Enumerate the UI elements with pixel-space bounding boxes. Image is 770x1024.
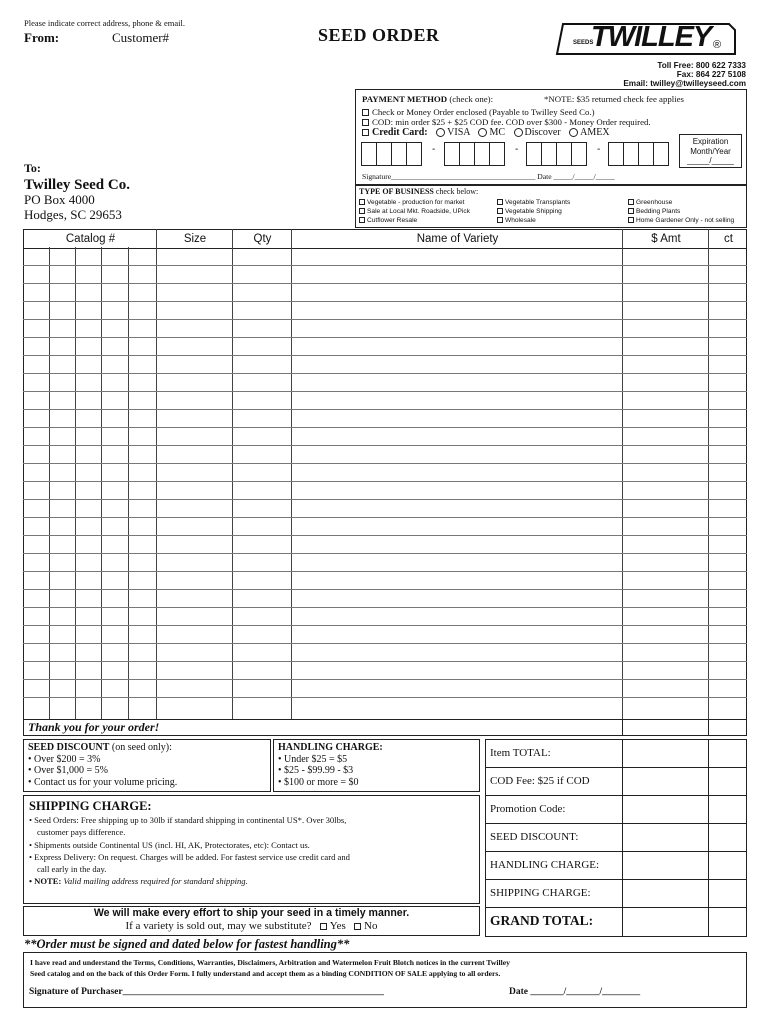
- to-label: To:: [24, 161, 41, 175]
- variety-name-header: Name of Variety: [416, 233, 499, 245]
- qty-header: Qty: [253, 233, 272, 245]
- card-digit-box[interactable]: [489, 142, 505, 166]
- form-title: SEED ORDER: [318, 25, 440, 45]
- fax-number: Fax: 864 227 5108: [676, 70, 746, 79]
- toll-free-number: Toll Free: 800 622 7333: [657, 61, 746, 70]
- shipping-charge-summary-label: SHIPPING CHARGE:: [490, 887, 591, 899]
- check-money-order-checkbox[interactable]: [362, 109, 369, 116]
- business-checkbox[interactable]: [359, 217, 365, 223]
- payment-option-credit-card[interactable]: [362, 127, 610, 138]
- purchaser-date-line[interactable]: Date _______/_______/________: [509, 987, 641, 997]
- seed-discount-heading: SEED DISCOUNT: [28, 742, 110, 753]
- expiration-label: Expiration: [692, 137, 729, 146]
- cod-label: COD: min order $25 + $25 COD fee. COD over $300 - Money Order required.: [372, 117, 651, 127]
- business-option-label: Vegetable - production for market: [367, 199, 465, 206]
- company-address-line2: Hodges, SC 29653: [24, 207, 122, 222]
- discover-radio[interactable]: [514, 128, 523, 137]
- purchaser-signature-line[interactable]: Signature of Purchaser_______________________________________________________: [29, 987, 384, 997]
- seed-discount-line: • Contact us for your volume pricing.: [28, 776, 178, 788]
- business-option-label: Sale at Local Mkt. Roadside, UPick: [367, 208, 470, 215]
- month-year-label: Month/Year: [690, 146, 731, 156]
- business-option-label: Bedding Plants: [636, 208, 681, 215]
- card-digit-box[interactable]: [361, 142, 377, 166]
- shipping-charge-box: [23, 795, 480, 904]
- seed-discount-heading-row: [28, 742, 266, 754]
- substitution-row: [23, 920, 480, 932]
- business-option[interactable]: [497, 198, 570, 207]
- logo-small-text: SEEDS: [573, 40, 594, 46]
- shipping-line: customer pays difference.: [37, 827, 126, 838]
- card-dash: -: [515, 144, 519, 155]
- mc-label: MC: [489, 127, 505, 138]
- business-checkbox[interactable]: [359, 199, 365, 205]
- address-instruction: Please indicate correct address, phone & email.: [24, 18, 185, 28]
- business-type-heading-note: check below:: [435, 187, 479, 196]
- card-digit-box[interactable]: [571, 142, 587, 166]
- timely-shipping-note: We will make every effort to ship your seed in a timely manner.: [93, 907, 410, 919]
- handling-charge-summary-label: HANDLING CHARGE:: [490, 859, 600, 871]
- email-address: Email: twilley@twilleyseed.com: [623, 79, 746, 88]
- substitution-question: If a variety is sold out, may we substitute?: [125, 920, 312, 932]
- logo-wordmark: TWILLEY: [591, 21, 712, 53]
- business-option[interactable]: [359, 216, 470, 225]
- returned-check-note: *NOTE: $35 returned check fee applies: [544, 94, 684, 104]
- thank-you-row-dividers: [622, 719, 623, 736]
- shipping-line: • Express Delivery: On request. Charges will be added. For fastest service use credit card and: [29, 851, 350, 862]
- business-checkbox[interactable]: [497, 199, 503, 205]
- handling-charge-line: • Under $25 = $5: [278, 753, 348, 765]
- card-digit-box[interactable]: [459, 142, 475, 166]
- card-number-group-2[interactable]: [444, 142, 504, 166]
- card-digit-box[interactable]: [638, 142, 654, 166]
- cod-fee-label: COD Fee: $25 if COD: [490, 775, 590, 787]
- size-header: Size: [183, 233, 207, 245]
- contact-block: [623, 61, 746, 88]
- payment-option-cod[interactable]: [362, 117, 651, 127]
- business-checkbox[interactable]: [497, 208, 503, 214]
- visa-radio[interactable]: [436, 128, 445, 137]
- expiration-blank: _____/_____: [687, 156, 734, 165]
- shipping-note-text: Valid mailing address required for standard shipping.: [63, 876, 248, 887]
- shipping-charge-heading: SHIPPING CHARGE:: [29, 799, 152, 813]
- substitute-yes-checkbox[interactable]: [320, 923, 327, 930]
- business-checkbox[interactable]: [497, 217, 503, 223]
- business-option-label: Vegetable Transplants: [505, 199, 571, 206]
- business-option-label: Cutflower Resale: [367, 217, 418, 224]
- cod-checkbox[interactable]: [362, 119, 369, 126]
- business-option-label: Vegetable Shipping: [505, 208, 562, 215]
- amex-label: AMEX: [580, 127, 610, 138]
- credit-card-label: Credit Card:: [372, 127, 428, 138]
- business-option-label: Greenhouse: [636, 199, 673, 206]
- company-name: Twilley Seed Co.: [24, 177, 130, 193]
- substitute-no-checkbox[interactable]: [354, 923, 361, 930]
- shipping-line: call early in the day.: [37, 864, 107, 875]
- business-col2: [497, 198, 570, 225]
- business-col3: [628, 198, 734, 225]
- seed-discount-heading-note: (on seed only):: [111, 742, 172, 753]
- grand-total-label: GRAND TOTAL:: [490, 913, 594, 928]
- card-digit-box[interactable]: [406, 142, 422, 166]
- seed-discount-summary-label: SEED DISCOUNT:: [490, 831, 579, 843]
- card-digit-box[interactable]: [444, 142, 460, 166]
- card-number-group-3[interactable]: [526, 142, 586, 166]
- business-option[interactable]: [497, 207, 570, 216]
- card-digit-box[interactable]: [474, 142, 490, 166]
- shipping-line: • Seed Orders: Free shipping up to 30lb if standard shipping in continental US*. Over 30lbs,: [29, 815, 347, 826]
- check-money-order-label: Check or Money Order enclosed (Payable to Twilley Seed Co.): [372, 107, 595, 117]
- seed-discount-box: [23, 739, 271, 792]
- card-digit-box[interactable]: [608, 142, 624, 166]
- handling-charge-heading: HANDLING CHARGE:: [278, 742, 383, 753]
- seed-discount-line: • Over $200 = 3%: [28, 753, 101, 765]
- business-option[interactable]: [497, 216, 570, 225]
- business-checkbox[interactable]: [628, 208, 634, 214]
- agreement-line1: I have read and understand the Terms, Conditions, Warranties, Disclaimers, Arbitration and Watermelon Fruit Blotch notices in the current Twilley: [30, 958, 510, 967]
- card-dash: -: [597, 144, 601, 155]
- handling-charge-line: • $100 or more = $0: [278, 776, 359, 788]
- catalog-number-header: Catalog #: [65, 233, 116, 245]
- card-digit-box[interactable]: [541, 142, 557, 166]
- business-type-heading: TYPE OF BUSINESS: [359, 187, 434, 196]
- signature-required-note: **Order must be signed and dated below for fastest handling**: [24, 937, 350, 951]
- business-col1: [359, 198, 470, 225]
- card-number-group-1[interactable]: [361, 142, 421, 166]
- business-option[interactable]: [628, 216, 734, 225]
- card-digit-box[interactable]: [653, 142, 669, 166]
- payment-method-heading: PAYMENT METHOD: [362, 94, 448, 104]
- business-option[interactable]: [628, 207, 734, 216]
- card-digit-box[interactable]: [556, 142, 572, 166]
- card-digit-box[interactable]: [526, 142, 542, 166]
- handling-charge-line: • $25 - $99.99 - $3: [278, 765, 354, 776]
- mc-radio[interactable]: [478, 128, 487, 137]
- amount-header: $ Amt: [651, 233, 681, 245]
- card-digit-box[interactable]: [623, 142, 639, 166]
- business-option[interactable]: [628, 198, 734, 207]
- business-option[interactable]: [359, 207, 470, 216]
- card-dash: -: [432, 144, 436, 155]
- business-option[interactable]: [359, 198, 470, 207]
- business-checkbox[interactable]: [628, 217, 634, 223]
- discover-label: Discover: [524, 127, 561, 138]
- substitute-yes-label: Yes: [329, 920, 346, 932]
- cents-header: ct: [724, 233, 733, 245]
- company-address-line1: PO Box 4000: [24, 192, 95, 207]
- shipping-line: • Shipments outside Continental US (incl. HI, AK, Protectorates, etc): Contact us.: [29, 839, 310, 850]
- seed-discount-line: • Over $1,000 = 5%: [28, 765, 108, 776]
- shipping-note-row: [29, 875, 474, 887]
- order-table-grid-lines: [23, 229, 747, 720]
- payment-option-check[interactable]: [362, 107, 595, 117]
- substitute-no-label: No: [364, 920, 378, 932]
- logo-registered-mark: ®: [713, 39, 722, 51]
- amex-radio[interactable]: [569, 128, 578, 137]
- card-digit-box[interactable]: [391, 142, 407, 166]
- agreement-box: [23, 952, 747, 1008]
- thank-you-message: Thank you for your order!: [28, 720, 160, 734]
- payment-heading-row: [362, 94, 493, 104]
- card-digit-box[interactable]: [376, 142, 392, 166]
- agreement-line2: Seed catalog and on the back of this Order Form. I fully understand and accept them as a binding CONDITION OF SALE applying to all orders.: [30, 969, 501, 978]
- thank-you-row-dividers: [708, 719, 709, 736]
- business-option-label: Home Gardener Only - not selling: [636, 217, 735, 224]
- business-checkbox[interactable]: [359, 208, 365, 214]
- payment-method-heading-note: (check one):: [449, 94, 494, 104]
- business-heading-row: [359, 187, 478, 196]
- promotion-code-label: Promotion Code:: [490, 803, 566, 815]
- from-label: From:: [24, 30, 60, 45]
- card-number-group-4[interactable]: [608, 142, 668, 166]
- business-option-label: Wholesale: [505, 217, 536, 224]
- business-checkbox[interactable]: [628, 199, 634, 205]
- customer-number-label: Customer#: [112, 30, 170, 45]
- credit-card-checkbox[interactable]: [362, 129, 369, 136]
- twilley-logo: [553, 18, 739, 58]
- visa-label: VISA: [447, 127, 470, 138]
- card-signature-line[interactable]: Signature______________________________________ Date _____/_____/_____: [362, 172, 615, 181]
- handling-charge-box: [273, 739, 480, 792]
- shipping-note-label: • NOTE:: [29, 876, 62, 887]
- expiration-box[interactable]: [679, 134, 742, 168]
- item-total-label: Item TOTAL:: [490, 747, 551, 759]
